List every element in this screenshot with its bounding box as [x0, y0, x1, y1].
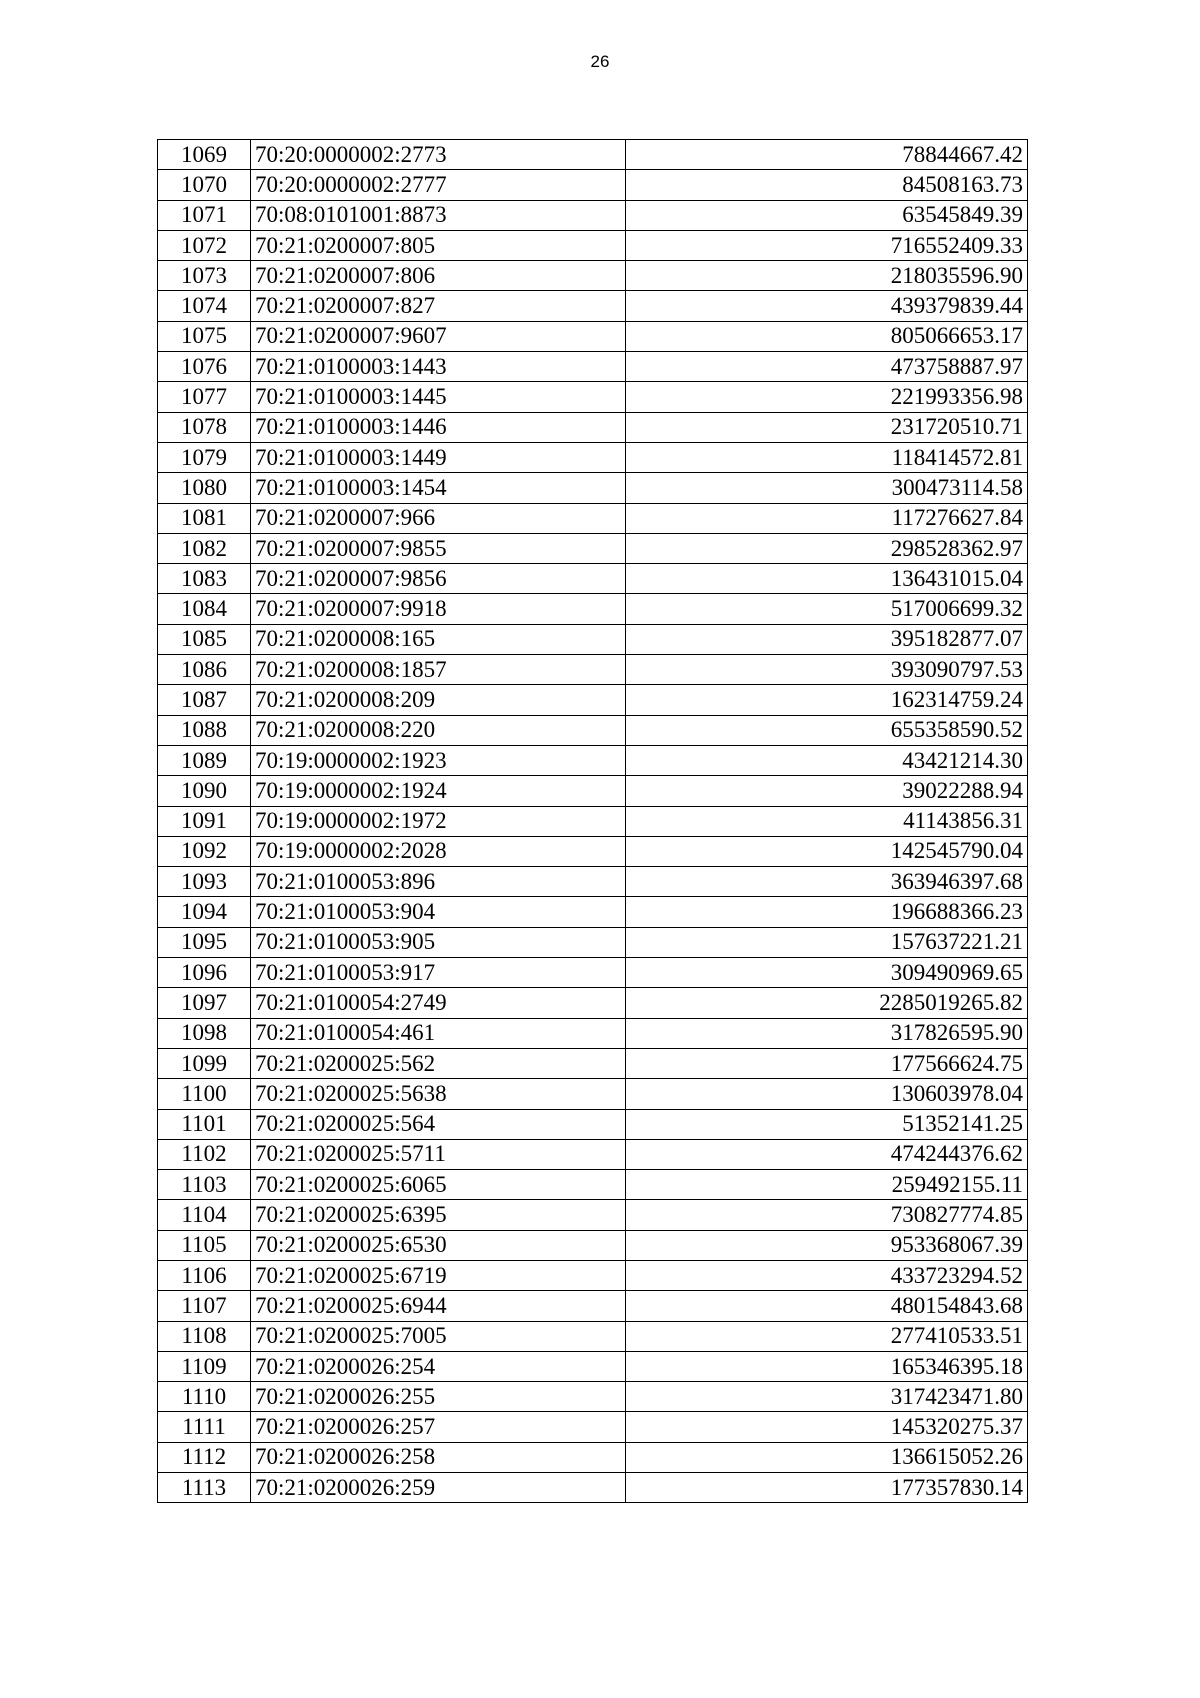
row-number-cell: 1103: [158, 1170, 251, 1200]
table-row: [158, 1230, 1028, 1260]
row-number-cell: 1107: [158, 1291, 251, 1321]
cadastral-number-cell: 70:21:0200025:7005: [251, 1321, 626, 1351]
cadastral-number-cell: 70:21:0200007:805: [251, 230, 626, 260]
cadastral-value-cell: 136615052.26: [626, 1442, 1028, 1472]
cadastral-value-cell: 78844667.42: [626, 140, 1028, 170]
table-row: [158, 1291, 1028, 1321]
row-number-cell: 1073: [158, 261, 251, 291]
cadastral-number-cell: 70:21:0200007:9855: [251, 533, 626, 563]
table-row: [158, 655, 1028, 685]
row-number-cell: 1100: [158, 1079, 251, 1109]
table-row: [158, 685, 1028, 715]
cadastral-value-cell: 165346395.18: [626, 1351, 1028, 1381]
cadastral-number-cell: 70:20:0000002:2773: [251, 140, 626, 170]
cadastral-number-cell: 70:21:0200025:6395: [251, 1200, 626, 1230]
page-number: 26: [590, 52, 610, 71]
table-row: [158, 1139, 1028, 1169]
cadastral-value-cell: 474244376.62: [626, 1139, 1028, 1169]
table-row: [158, 291, 1028, 321]
cadastral-number-cell: 70:21:0200026:254: [251, 1351, 626, 1381]
table-row: [158, 352, 1028, 382]
cadastral-value-cell: 439379839.44: [626, 291, 1028, 321]
cadastral-value-cell: 2285019265.82: [626, 988, 1028, 1018]
row-number-cell: 1098: [158, 1018, 251, 1048]
table-row: [158, 442, 1028, 472]
cadastral-number-cell: 70:21:0200026:257: [251, 1412, 626, 1442]
row-number-cell: 1096: [158, 958, 251, 988]
row-number-cell: 1091: [158, 806, 251, 836]
cadastral-number-cell: 70:19:0000002:1924: [251, 776, 626, 806]
cadastral-value-cell: 473758887.97: [626, 352, 1028, 382]
table-row: [158, 1048, 1028, 1078]
row-number-cell: 1070: [158, 170, 251, 200]
table-row: [158, 1382, 1028, 1412]
cadastral-value-cell: 655358590.52: [626, 715, 1028, 745]
cadastral-value-cell: 39022288.94: [626, 776, 1028, 806]
cadastral-value-cell: 298528362.97: [626, 533, 1028, 563]
row-number-cell: 1078: [158, 412, 251, 442]
cadastral-value-cell: 51352141.25: [626, 1109, 1028, 1139]
row-number-cell: 1093: [158, 867, 251, 897]
row-number-cell: 1105: [158, 1230, 251, 1260]
row-number-cell: 1094: [158, 897, 251, 927]
table-row: [158, 1109, 1028, 1139]
cadastre-value-table: [157, 139, 1028, 1503]
row-number-cell: 1110: [158, 1382, 251, 1412]
cadastral-value-cell: 218035596.90: [626, 261, 1028, 291]
cadastral-value-cell: 196688366.23: [626, 897, 1028, 927]
cadastral-number-cell: 70:21:0100003:1443: [251, 352, 626, 382]
table-row: [158, 1260, 1028, 1290]
row-number-cell: 1104: [158, 1200, 251, 1230]
row-number-cell: 1084: [158, 594, 251, 624]
table-row: [158, 200, 1028, 230]
table-row: [158, 715, 1028, 745]
table-row: [158, 1321, 1028, 1351]
table-row: [158, 1473, 1028, 1503]
cadastral-number-cell: 70:21:0200025:562: [251, 1048, 626, 1078]
cadastral-number-cell: 70:21:0100053:904: [251, 897, 626, 927]
table-row: [158, 958, 1028, 988]
cadastral-number-cell: 70:21:0100053:917: [251, 958, 626, 988]
cadastral-number-cell: 70:21:0200026:259: [251, 1473, 626, 1503]
cadastral-value-cell: 84508163.73: [626, 170, 1028, 200]
table-row: [158, 1442, 1028, 1472]
cadastral-value-cell: 317826595.90: [626, 1018, 1028, 1048]
table-row: [158, 564, 1028, 594]
row-number-cell: 1086: [158, 655, 251, 685]
table-row: [158, 321, 1028, 351]
row-number-cell: 1083: [158, 564, 251, 594]
table-row: [158, 1018, 1028, 1048]
cadastral-value-cell: 136431015.04: [626, 564, 1028, 594]
cadastral-number-cell: 70:20:0000002:2777: [251, 170, 626, 200]
table-row: [158, 624, 1028, 654]
row-number-cell: 1095: [158, 927, 251, 957]
cadastral-value-cell: 805066653.17: [626, 321, 1028, 351]
table-row: [158, 473, 1028, 503]
cadastral-value-cell: 177357830.14: [626, 1473, 1028, 1503]
row-number-cell: 1106: [158, 1260, 251, 1290]
table-row: [158, 836, 1028, 866]
cadastral-value-cell: 259492155.11: [626, 1170, 1028, 1200]
cadastral-number-cell: 70:21:0200007:9918: [251, 594, 626, 624]
cadastral-number-cell: 70:19:0000002:2028: [251, 836, 626, 866]
table-row: [158, 503, 1028, 533]
table-body: [158, 140, 1028, 1503]
table-row: [158, 533, 1028, 563]
table-row: [158, 382, 1028, 412]
cadastral-value-cell: 480154843.68: [626, 1291, 1028, 1321]
cadastral-number-cell: 70:21:0200007:827: [251, 291, 626, 321]
cadastral-number-cell: 70:21:0200007:806: [251, 261, 626, 291]
row-number-cell: 1081: [158, 503, 251, 533]
table-row: [158, 261, 1028, 291]
row-number-cell: 1092: [158, 836, 251, 866]
cadastral-value-cell: 716552409.33: [626, 230, 1028, 260]
table-row: [158, 988, 1028, 1018]
row-number-cell: 1089: [158, 745, 251, 775]
row-number-cell: 1075: [158, 321, 251, 351]
table-row: [158, 1412, 1028, 1442]
cadastral-number-cell: 70:21:0200025:564: [251, 1109, 626, 1139]
table-row: [158, 140, 1028, 170]
table-row: [158, 776, 1028, 806]
cadastral-number-cell: 70:21:0200025:6719: [251, 1260, 626, 1290]
table-row: [158, 170, 1028, 200]
cadastral-number-cell: 70:21:0100053:896: [251, 867, 626, 897]
row-number-cell: 1102: [158, 1139, 251, 1169]
cadastral-number-cell: 70:08:0101001:8873: [251, 200, 626, 230]
cadastral-number-cell: 70:21:0100003:1445: [251, 382, 626, 412]
cadastral-value-cell: 145320275.37: [626, 1412, 1028, 1442]
cadastral-number-cell: 70:21:0200025:6065: [251, 1170, 626, 1200]
row-number-cell: 1101: [158, 1109, 251, 1139]
table-row: [158, 806, 1028, 836]
table-row: [158, 867, 1028, 897]
cadastral-value-cell: 118414572.81: [626, 442, 1028, 472]
row-number-cell: 1074: [158, 291, 251, 321]
row-number-cell: 1085: [158, 624, 251, 654]
table-row: [158, 927, 1028, 957]
cadastral-number-cell: 70:21:0200008:209: [251, 685, 626, 715]
cadastral-value-cell: 433723294.52: [626, 1260, 1028, 1290]
cadastral-value-cell: 43421214.30: [626, 745, 1028, 775]
row-number-cell: 1087: [158, 685, 251, 715]
cadastral-value-cell: 730827774.85: [626, 1200, 1028, 1230]
row-number-cell: 1079: [158, 442, 251, 472]
cadastral-value-cell: 309490969.65: [626, 958, 1028, 988]
cadastral-number-cell: 70:21:0200007:966: [251, 503, 626, 533]
cadastral-number-cell: 70:21:0100003:1449: [251, 442, 626, 472]
cadastral-value-cell: 277410533.51: [626, 1321, 1028, 1351]
cadastral-number-cell: 70:21:0200025:5638: [251, 1079, 626, 1109]
cadastral-value-cell: 363946397.68: [626, 867, 1028, 897]
row-number-cell: 1108: [158, 1321, 251, 1351]
cadastral-number-cell: 70:21:0200008:220: [251, 715, 626, 745]
cadastral-number-cell: 70:21:0200007:9856: [251, 564, 626, 594]
row-number-cell: 1072: [158, 230, 251, 260]
cadastral-value-cell: 162314759.24: [626, 685, 1028, 715]
cadastral-number-cell: 70:19:0000002:1923: [251, 745, 626, 775]
row-number-cell: 1088: [158, 715, 251, 745]
cadastral-number-cell: 70:21:0200008:1857: [251, 655, 626, 685]
cadastral-value-cell: 231720510.71: [626, 412, 1028, 442]
cadastral-number-cell: 70:21:0100054:461: [251, 1018, 626, 1048]
table-row: [158, 1170, 1028, 1200]
table-row: [158, 1200, 1028, 1230]
cadastral-number-cell: 70:21:0100003:1454: [251, 473, 626, 503]
cadastral-value-cell: 393090797.53: [626, 655, 1028, 685]
cadastral-value-cell: 517006699.32: [626, 594, 1028, 624]
cadastral-number-cell: 70:21:0100003:1446: [251, 412, 626, 442]
cadastral-number-cell: 70:21:0200025:5711: [251, 1139, 626, 1169]
cadastral-number-cell: 70:21:0100054:2749: [251, 988, 626, 1018]
row-number-cell: 1080: [158, 473, 251, 503]
row-number-cell: 1090: [158, 776, 251, 806]
table-row: [158, 897, 1028, 927]
cadastral-value-cell: 117276627.84: [626, 503, 1028, 533]
row-number-cell: 1071: [158, 200, 251, 230]
row-number-cell: 1112: [158, 1442, 251, 1472]
cadastral-value-cell: 130603978.04: [626, 1079, 1028, 1109]
cadastral-number-cell: 70:21:0200025:6530: [251, 1230, 626, 1260]
cadastral-number-cell: 70:19:0000002:1972: [251, 806, 626, 836]
table-row: [158, 745, 1028, 775]
row-number-cell: 1076: [158, 352, 251, 382]
row-number-cell: 1097: [158, 988, 251, 1018]
cadastral-value-cell: 41143856.31: [626, 806, 1028, 836]
cadastral-number-cell: 70:21:0200007:9607: [251, 321, 626, 351]
cadastral-value-cell: 317423471.80: [626, 1382, 1028, 1412]
table-row: [158, 594, 1028, 624]
row-number-cell: 1077: [158, 382, 251, 412]
cadastral-value-cell: 177566624.75: [626, 1048, 1028, 1078]
table-row: [158, 412, 1028, 442]
row-number-cell: 1113: [158, 1473, 251, 1503]
cadastral-value-cell: 142545790.04: [626, 836, 1028, 866]
cadastral-value-cell: 395182877.07: [626, 624, 1028, 654]
cadastral-value-cell: 63545849.39: [626, 200, 1028, 230]
row-number-cell: 1109: [158, 1351, 251, 1381]
cadastral-number-cell: 70:21:0200025:6944: [251, 1291, 626, 1321]
cadastral-number-cell: 70:21:0200026:258: [251, 1442, 626, 1472]
table-row: [158, 1079, 1028, 1109]
row-number-cell: 1099: [158, 1048, 251, 1078]
cadastral-number-cell: 70:21:0200008:165: [251, 624, 626, 654]
table-row: [158, 230, 1028, 260]
row-number-cell: 1082: [158, 533, 251, 563]
row-number-cell: 1069: [158, 140, 251, 170]
row-number-cell: 1111: [158, 1412, 251, 1442]
cadastral-value-cell: 953368067.39: [626, 1230, 1028, 1260]
cadastral-number-cell: 70:21:0200026:255: [251, 1382, 626, 1412]
cadastral-value-cell: 157637221.21: [626, 927, 1028, 957]
cadastral-number-cell: 70:21:0100053:905: [251, 927, 626, 957]
cadastral-value-cell: 300473114.58: [626, 473, 1028, 503]
cadastral-value-cell: 221993356.98: [626, 382, 1028, 412]
table-row: [158, 1351, 1028, 1381]
